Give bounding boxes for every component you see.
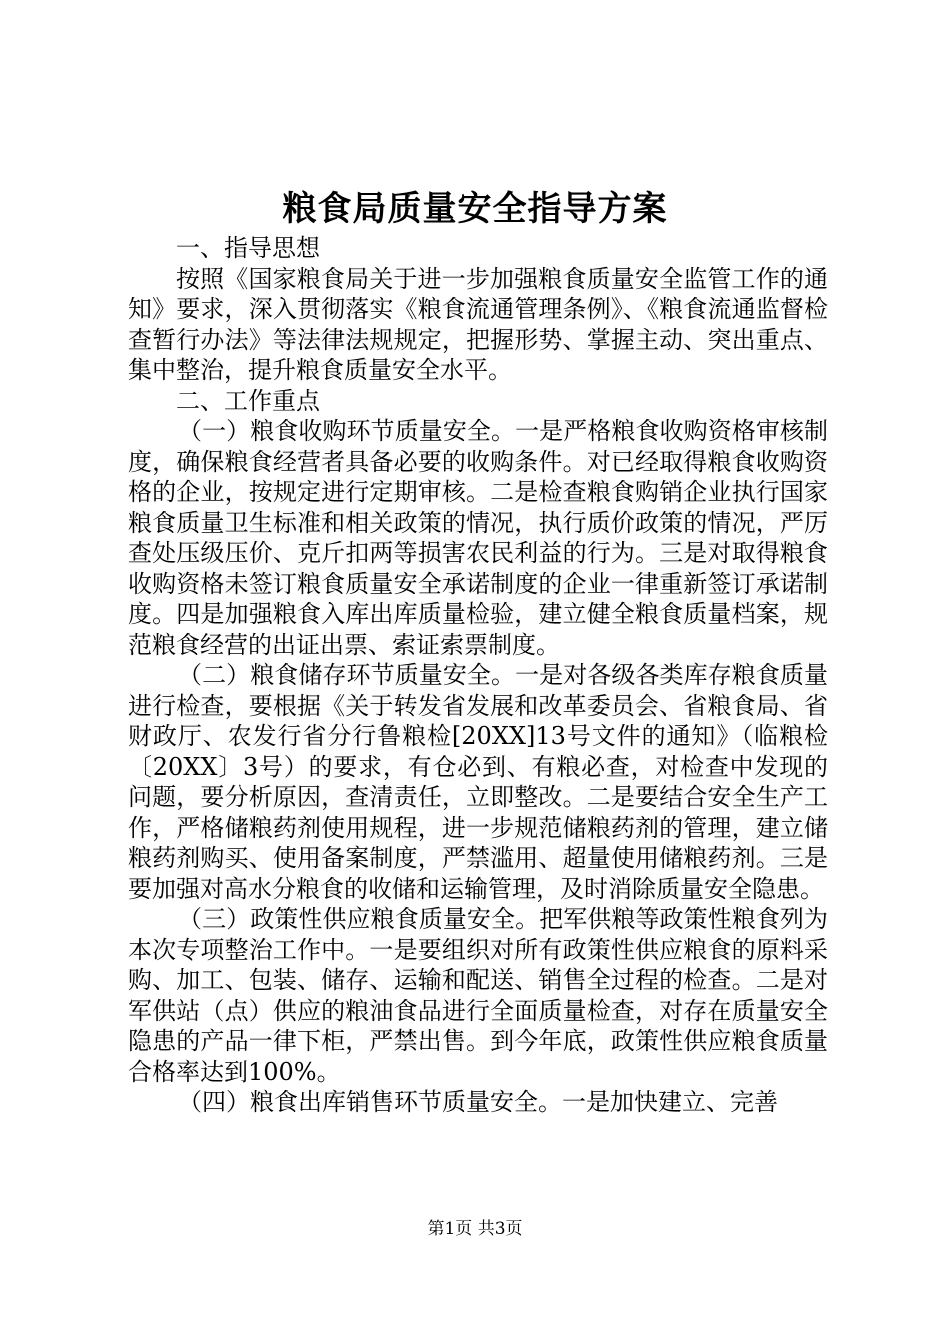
paragraph-guiding-ideology: 按照《国家粮食局关于进一步加强粮食质量安全监管工作的通知》要求，深入贯彻落实《粮食流通管理条例》、《粮食流通监督检查暂行办法》等法律法规规定，把握形势、掌握主动、突出重点、集中整治，提升粮食质量安全水平。 <box>128 264 828 384</box>
document-title: 粮食局质量安全指导方案 <box>282 189 668 229</box>
section-heading-work-focus: 二、工作重点 <box>176 386 320 415</box>
paragraph-storage-quality: （二）粮食储存环节质量安全。一是对各级各类库存粮食质量进行检查，要根据《关于转发省发展和改革委员会、省粮食局、省财政厅、农发行省分行鲁粮检[20XX]13号文件的通知》（临粮检〔20XX〕3号）的要求，有仓必到、有粮必查，对检查中发现的问题，要分析原因，查清责任，立即整改。二是要结合安全生产工作，严格储粮药剂使用规程，进一步规范储粮药剂的管理，建立储粮药剂购买、使用备案制度，严禁滥用、超量使用储粮药剂。三是要加强对高水分粮食的收储和运输管理，及时消除质量安全隐患。 <box>128 661 828 903</box>
page-number-footer: 第1页 共3页 <box>427 1219 523 1239</box>
document-body <box>128 233 828 1118</box>
paragraph-purchase-quality: （一）粮食收购环节质量安全。一是严格粮食收购资格审核制度，确保粮食经营者具备必要的收购条件。对已经取得粮食收购资格的企业，按规定进行定期审核。二是检查粮食购销企业执行国家粮食质量卫生标准和相关政策的情况，执行质价政策的情况，严厉查处压级压价、克斤扣两等损害农民利益的行为。三是对取得粮食收购资格未签订粮食质量安全承诺制度的企业一律重新签订承诺制度。四是加强粮食入库出库质量检验，建立健全粮食质量档案，规范粮食经营的出证出票、索证索票制度。 <box>128 417 828 659</box>
paragraph-outbound-sales-quality: （四）粮食出库销售环节质量安全。一是加快建立、完善 <box>178 1088 778 1116</box>
section-heading-guiding-ideology: 一、指导思想 <box>176 234 320 262</box>
paragraph-policy-supply-quality: （三）政策性供应粮食质量安全。把军供粮等政策性粮食列为本次专项整治工作中。一是要组织对所有政策性供应粮食的原料采购、加工、包装、储存、运输和配送、销售全过程的检查。二是对军供站（点）供应的粮油食品进行全面质量检查，对存在质量安全隐患的产品一律下柜，严禁出售。到今年底，政策性供应粮食质量合格率达到100%。 <box>128 905 828 1086</box>
